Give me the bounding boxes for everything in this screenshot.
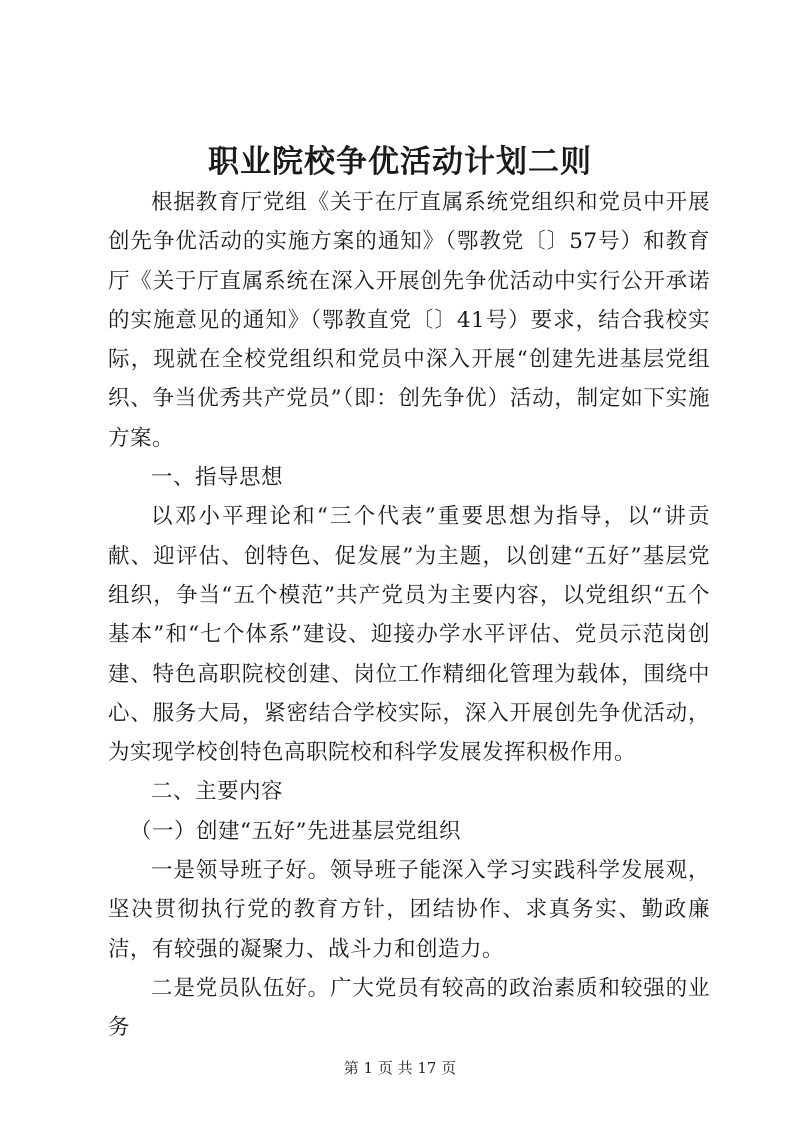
paragraph-intro: 根据教育厅党组《关于在厅直属系统党组织和党员中开展创先争优活动的实施方案的通知》（鄂教党〔〕57号）和教育厅《关于厅直属系统在深入开展创先争优活动中实行公开承诺的实施意见的通知》（鄂教直党〔〕41号）要求，结合我校实际，现就在全校党组织和党员中深入开展“创建先进基层党组织、争当优秀共产党员”（即：创先争优）活动，制定如下实施方案。 (108, 190, 710, 451)
document-body (108, 183, 710, 1048)
paragraph-party-members: 二是党员队伍好。广大党员有较高的政治素质和较强的业务 (108, 975, 710, 1041)
paragraph-guiding-ideology: 以邓小平理论和“三个代表”重要思想为指导，以“讲贡献、迎评估、创特色、促发展”为主题，以创建“五好”基层党组织，争当“五个模范”共产党员为主要内容，以党组织“五个基本”和“七个体系”建设、迎接办学水平评估、党员示范岗创建、特色高职院校创建、岗位工作精细化管理为载体，围绕中心、服务大局，紧密结合学校实际，深入开展创先争优活动，为实现学校创特色高职院校和科学发展发挥积极作用。 (108, 504, 710, 766)
paragraph-leadership: 一是领导班子好。领导班子能深入学习实践科学发展观，坚决贯彻执行党的教育方针，团结协作、求真务实、勤政廉洁，有较强的凝聚力、战斗力和创造力。 (108, 858, 710, 962)
subheading-five-good: （一）创建“五好”先进基层党组织 (130, 818, 461, 844)
document-title: 职业院校争优活动计划二则 (208, 144, 592, 180)
heading-guiding-ideology: 一、指导思想 (151, 465, 284, 491)
page-footer: 第 1 页 共 17 页 (343, 1059, 457, 1077)
heading-main-content: 二、主要内容 (151, 779, 284, 805)
